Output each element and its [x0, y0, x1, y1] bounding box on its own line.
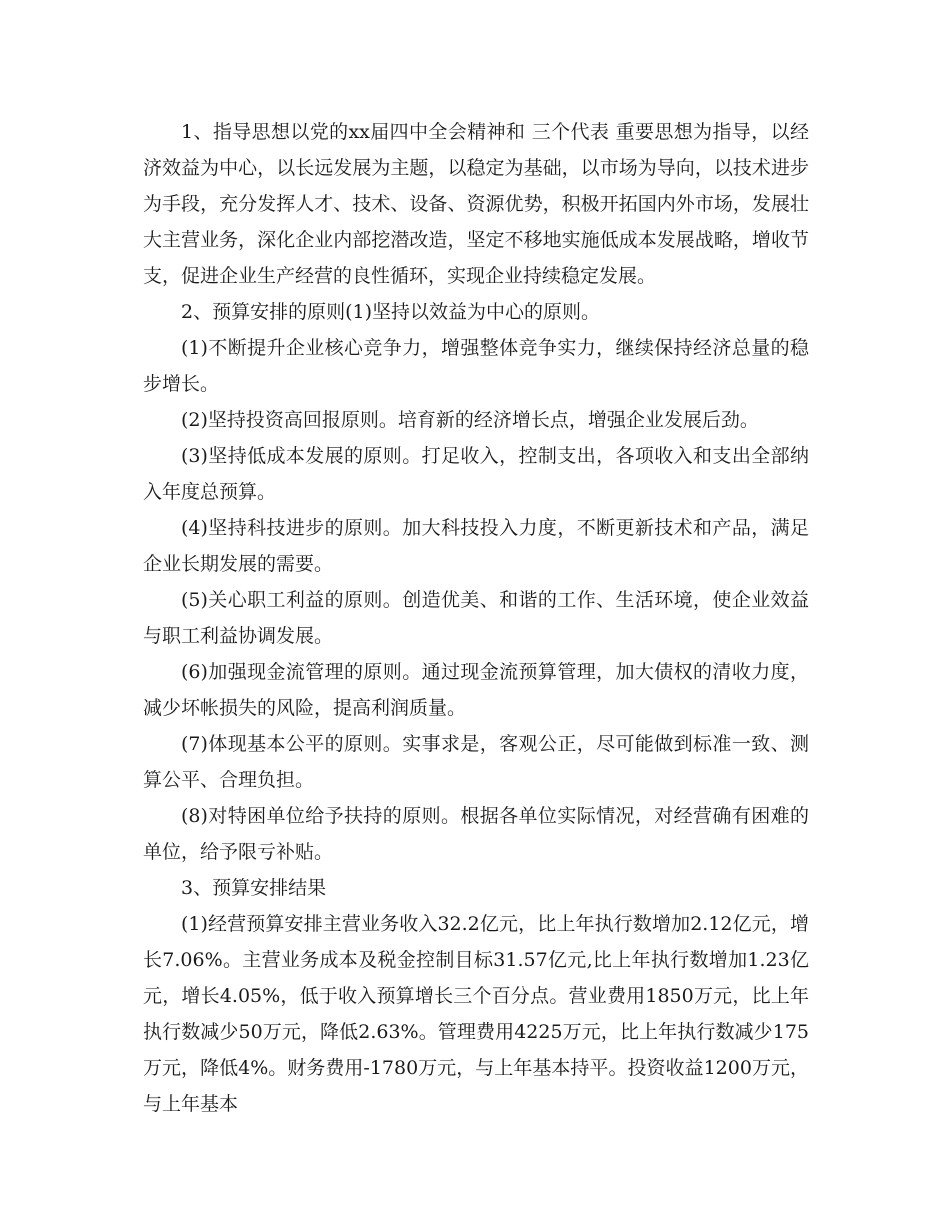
- paragraph-principle-4: (4)坚持科技进步的原则。加大科技投入力度，不断更新技术和产品，满足企业长期发展的需要。: [143, 517, 809, 575]
- paragraph-principle-1: (1)不断提升企业核心竞争力，增强整体竞争实力，继续保持经济总量的稳步增长。: [143, 337, 809, 395]
- paragraph-principle-2: (2)坚持投资高回报原则。培育新的经济增长点，增强企业发展后劲。: [181, 409, 759, 431]
- paragraph-principle-3: (3)坚持低成本发展的原则。打足收入，控制支出，各项收入和支出全部纳入年度总预算。: [143, 445, 809, 503]
- document-body: [143, 114, 809, 1122]
- paragraph-budget-principles-heading: 2、预算安排的原则(1)坚持以效益为中心的原则。: [181, 301, 601, 323]
- paragraph-principle-8: (8)对特困单位给予扶持的原则。根据各单位实际情况，对经营确有困难的单位，给予限亏补贴。: [143, 805, 809, 863]
- paragraph-budget-results-heading: 3、预算安排结果: [181, 877, 327, 899]
- paragraph-guiding-ideology: 1、指导思想以党的xx届四中全会精神和 三个代表 重要思想为指导，以经济效益为中心，以长远发展为主题，以稳定为基础，以市场为导向，以技术进步为手段，充分发挥人才、技术、设备、资源优势，积极开拓国内外市场，发展壮大主营业务，深化企业内部挖潜改造，坚定不移地实施低成本发展战略，增收节支，促进企业生产经营的良性循环，实现企业持续稳定发展。: [143, 121, 809, 287]
- paragraph-principle-6: (6)加强现金流管理的原则。通过现金流预算管理，加大债权的清收力度，减少坏帐损失的风险，提高利润质量。: [143, 661, 809, 719]
- paragraph-budget-result-1: (1)经营预算安排主营业务收入32.2亿元，比上年执行数增加2.12亿元，增长7.06%。主营业务成本及税金控制目标31.57亿元,比上年执行数增加1.23亿元，增长4.05%，低于收入预算增长三个百分点。营业费用1850万元，比上年执行数减少50万元，降低2.63%。管理费用4225万元，比上年执行数减少175万元，降低4%。财务费用-1780万元，与上年基本持平。投资收益1200万元，与上年基本: [143, 913, 809, 1115]
- paragraph-principle-7: (7)体现基本公平的原则。实事求是，客观公正，尽可能做到标准一致、测算公平、合理负担。: [143, 733, 809, 791]
- paragraph-principle-5: (5)关心职工利益的原则。创造优美、和谐的工作、生活环境，使企业效益与职工利益协调发展。: [143, 589, 809, 647]
